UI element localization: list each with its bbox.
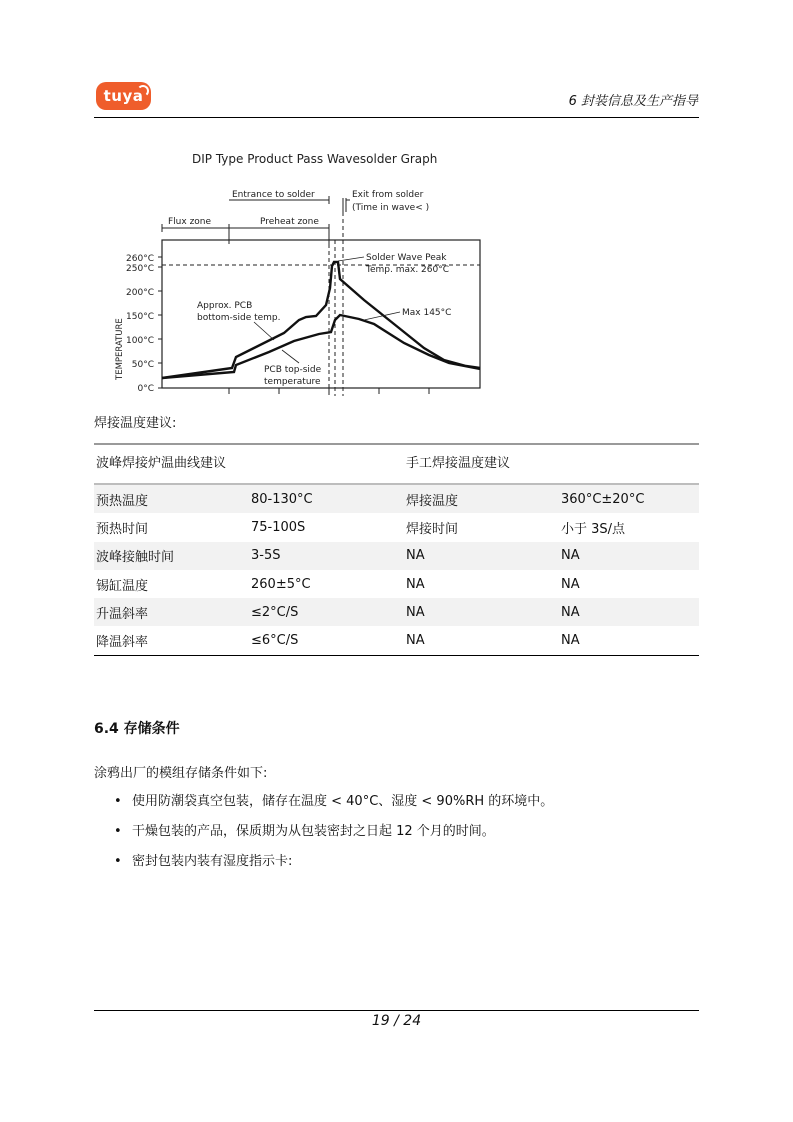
table-cell: 焊接时间 [406, 521, 459, 537]
peak-leader-line [338, 257, 364, 261]
list-item: • 密封包装内装有湿度指示卡: [94, 850, 553, 880]
table-cell: NA [559, 626, 699, 655]
storage-intro: 涂鸦出厂的模组存储条件如下: [94, 766, 268, 781]
header-empty [249, 444, 404, 484]
table-cell: 80-130°C [249, 484, 404, 513]
zone-flux-label: Flux zone [168, 217, 212, 227]
table-cell: ≤2°C/S [249, 598, 404, 626]
table-cell: NA [406, 576, 425, 592]
table-cell: NA [404, 542, 559, 570]
zone-exit-label-2: (Time in wave< ) [352, 203, 430, 213]
storage-section-heading: 6.4 存储条件 [94, 721, 180, 737]
bottom-annotation-1: Approx. PCB [197, 301, 253, 311]
max-annotation: Max 145°C [402, 308, 452, 318]
table-cell: 360°C±20°C [559, 484, 699, 513]
zone-exit-label-1: Exit from solder [352, 190, 424, 200]
table-cell: 75-100S [251, 519, 306, 535]
soldering-temp-table [94, 443, 699, 656]
list-item: • 使用防潮袋真空包装，储存在温度 < 40°C、湿度 < 90%RH 的环境中。 [94, 790, 553, 820]
table-cell: ≤6°C/S [249, 626, 404, 655]
top-leader-line [282, 350, 299, 363]
graph-title: DIP Type Product Pass Wavesolder Graph [192, 152, 438, 166]
table-row [94, 513, 699, 541]
table-row [94, 570, 699, 598]
table-cell: NA [561, 576, 580, 592]
table-cell: 波峰接触时间 [94, 542, 249, 570]
table-row [94, 542, 699, 570]
y-tick-200: 200°C [126, 288, 154, 298]
table-row [94, 598, 699, 626]
soldering-temp-heading: 焊接温度建议: [94, 416, 177, 431]
list-item: • 干燥包装的产品，保质期为从包装密封之日起 12 个月的时间。 [94, 820, 553, 850]
table-row [94, 626, 699, 655]
bottom-annotation-2: bottom-side temp. [197, 313, 281, 323]
table-cell: NA [404, 626, 559, 655]
table-cell: 焊接温度 [404, 484, 559, 513]
peak-annotation-2: Temp. max. 260°C [366, 265, 449, 275]
logo-text: tuya [103, 87, 144, 105]
y-tick-labels [126, 254, 154, 394]
y-tick-50: 50°C [131, 360, 154, 370]
table-cell: 预热时间 [96, 521, 149, 537]
top-annotation-2: temperature [264, 377, 321, 387]
table-cell: 3-5S [249, 542, 404, 570]
header-empty-2 [559, 444, 699, 484]
header-rule [94, 117, 699, 118]
header-hand-soldering: 手工焊接温度建议 [404, 444, 559, 484]
y-ticks [158, 257, 162, 388]
storage-conditions-list [94, 790, 553, 880]
table-cell: 260±5°C [251, 576, 311, 592]
header-title: 6 封装信息及生产指导 [568, 94, 698, 109]
header-wave-soldering: 波峰焊接炉温曲线建议 [94, 444, 249, 484]
y-tick-260: 260°C [126, 254, 154, 264]
wavesolder-graph [94, 140, 494, 408]
zone-preheat-label: Preheat zone [260, 217, 319, 227]
zone-entrance-label: Entrance to solder [232, 190, 315, 200]
footer-rule [94, 1010, 699, 1011]
y-tick-150: 150°C [126, 312, 154, 322]
table-cell: NA [559, 542, 699, 570]
table-cell: 升温斜率 [94, 598, 249, 626]
wifi-arc-icon [137, 85, 149, 97]
y-tick-0: 0°C [137, 384, 154, 394]
table-row [94, 484, 699, 513]
table-cell: NA [404, 598, 559, 626]
peak-annotation-1: Solder Wave Peak [366, 253, 447, 263]
y-tick-250: 250°C [126, 264, 154, 274]
tuya-logo [96, 82, 151, 110]
table-cell: NA [559, 598, 699, 626]
table-cell: 小于 3S/点 [561, 521, 626, 537]
table-cell: 降温斜率 [94, 626, 249, 655]
bottom-leader-line [254, 322, 274, 340]
table-header-row [94, 444, 699, 484]
page-number: 19 / 24 [371, 1013, 422, 1029]
top-annotation-1: PCB top-side [264, 365, 322, 375]
table-cell: 预热温度 [94, 484, 249, 513]
y-tick-100: 100°C [126, 336, 154, 346]
table-cell: 锡缸温度 [96, 578, 149, 594]
y-axis-label: TEMPERATURE [115, 318, 125, 380]
